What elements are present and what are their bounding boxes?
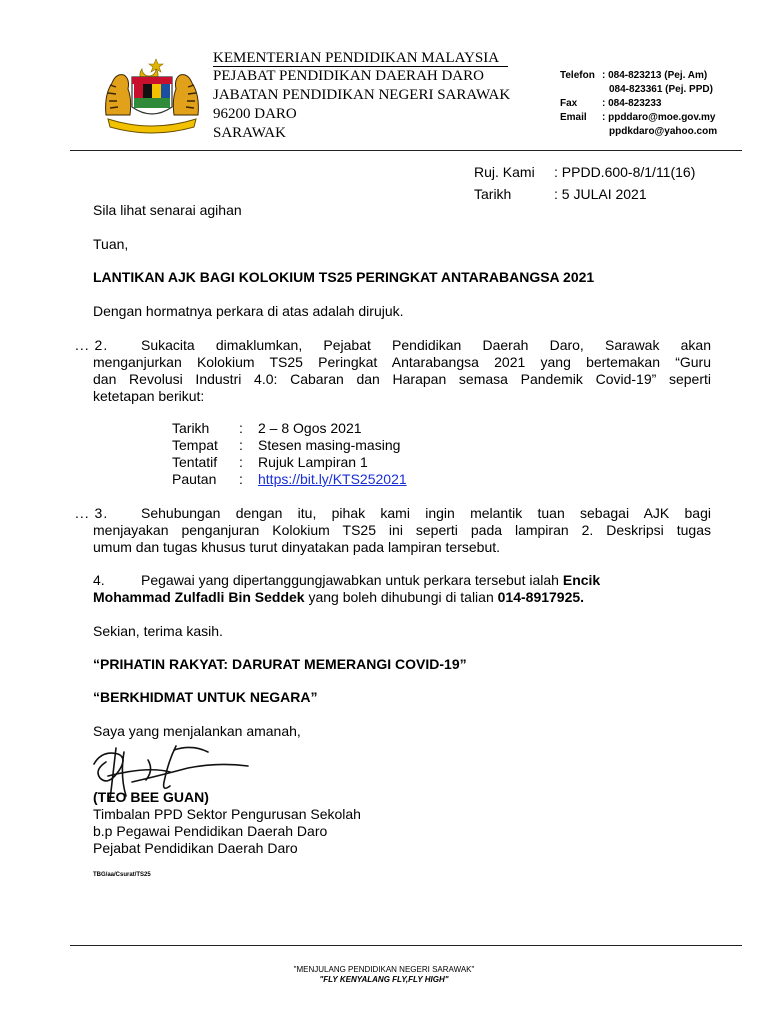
detail-label-tentatif: Tentatif xyxy=(172,454,218,470)
letter-subject: LANTIKAN AJK BAGI KOLOKIUM TS25 PERINGKAT ANTARABANGSA 2021 xyxy=(93,269,595,285)
paragraph-3-line-3: umum dan tugas khusus turut dinyatakan pada lampiran tersebut. xyxy=(93,539,501,555)
recipient: Sila lihat senarai agihan xyxy=(93,202,242,218)
signatory-title-1: Timbalan PPD Sektor Pengurusan Sekolah xyxy=(93,806,361,822)
footer-motto-2: "FLY KENYALANG FLY,FLY HIGH" xyxy=(319,975,449,984)
date-value: : 5 JULAI 2021 xyxy=(554,186,647,202)
date-label: Tarikh xyxy=(474,186,512,202)
paragraph-2-marker: ... 2. xyxy=(75,337,109,353)
salutation: Tuan, xyxy=(93,236,129,252)
paragraph-3-line-1: Sehubungan dengan itu, pihak kami ingin melantik tuan sebagai AJK bagi xyxy=(141,505,711,521)
malaysia-coat-of-arms-logo xyxy=(98,55,206,135)
paragraph-2-line-4: ketetapan berikut: xyxy=(93,388,205,404)
signatory-title-3: Pejabat Pendidikan Daerah Daro xyxy=(93,840,298,856)
email-value-1: : ppddaro@moe.gov.my xyxy=(602,112,716,123)
reference-code: TBG/aa/Csurat/TS25 xyxy=(93,872,151,878)
telefon-value-2: 084-823361 (Pej. PPD) xyxy=(609,84,713,95)
paragraph-3-line-2: menjayakan penganjuran Kolokium TS25 ini seperti pada lampiran 2. Deskripsi tugas xyxy=(93,522,711,538)
paragraph-2-line-3: dan Revolusi Industri 4.0: Cabaran dan Harapan semasa Pandemik Covid-19” seperti xyxy=(93,371,711,387)
detail-value-tentatif: Rujuk Lampiran 1 xyxy=(258,454,368,470)
paragraph-2-line-1: Sukacita dimaklumkan, Pejabat Pendidikan Daerah Daro, Sarawak akan xyxy=(141,337,711,353)
email-label: Email xyxy=(560,112,587,123)
fax-value: : 084-823233 xyxy=(602,98,662,109)
officer-phone: 014-8917925. xyxy=(497,589,585,605)
office-line-4: SARAWAK xyxy=(213,125,286,141)
fax-label: Fax xyxy=(560,98,578,109)
detail-value-tarikh: 2 – 8 Ogos 2021 xyxy=(258,420,362,436)
detail-sep-tempat: : xyxy=(239,437,243,453)
detail-label-tarikh: Tarikh xyxy=(172,420,210,436)
paragraph-2-line-2: menganjurkan Kolokium TS25 Peringkat Antarabangsa 2021 yang bertemakan “Guru xyxy=(93,354,711,370)
officer-name: Mohammad Zulfadli Bin Seddek xyxy=(93,589,305,605)
header-divider xyxy=(70,150,742,151)
trust-line: Saya yang menjalankan amanah, xyxy=(93,723,301,739)
signatory-title-2: b.p Pegawai Pendidikan Daerah Daro xyxy=(93,823,328,839)
detail-label-tempat: Tempat xyxy=(172,437,218,453)
reference-label: Ruj. Kami xyxy=(474,164,535,180)
signatory-name: (TEO BEE GUAN) xyxy=(93,789,209,805)
office-line-2: JABATAN PENDIDIKAN NEGERI SARAWAK xyxy=(213,87,511,103)
paragraph-4-line-1 xyxy=(141,572,711,589)
footer-divider xyxy=(70,945,742,946)
detail-sep-pautan: : xyxy=(239,471,243,487)
paragraph-4-line-2 xyxy=(93,589,584,606)
paragraph-4-marker: 4. xyxy=(93,572,105,588)
motto-2: “BERKHIDMAT UNTUK NEGARA” xyxy=(93,689,318,705)
motto-1: “PRIHATIN RAKYAT: DARURAT MEMERANGI COVID-19” xyxy=(93,656,467,672)
telefon-label: Telefon xyxy=(560,70,595,81)
telefon-value-1: : 084-823213 (Pej. Am) xyxy=(602,70,708,81)
email-value-2: ppdkdaro@yahoo.com xyxy=(609,126,718,137)
detail-sep-tarikh: : xyxy=(239,420,243,436)
paragraph-3-marker: ... 3. xyxy=(75,505,109,521)
closing: Sekian, terima kasih. xyxy=(93,623,223,639)
detail-value-tempat: Stesen masing-masing xyxy=(258,437,401,453)
opening-paragraph: Dengan hormatnya perkara di atas adalah dirujuk. xyxy=(93,303,404,319)
detail-sep-tentatif: : xyxy=(239,454,243,470)
pautan-link[interactable]: https://bit.ly/KTS252021 xyxy=(258,471,407,487)
ministry-title: KEMENTERIAN PENDIDIKAN MALAYSIA xyxy=(213,50,500,66)
reference-value: : PPDD.600-8/1/11(16) xyxy=(554,164,696,180)
detail-label-pautan: Pautan xyxy=(172,471,217,487)
footer-motto-1: "MENJULANG PENDIDIKAN NEGERI SARAWAK" xyxy=(293,965,475,974)
paragraph-4-contact-text: yang boleh dihubungi di talian xyxy=(304,589,498,605)
officer-honorific: Encik xyxy=(562,572,601,588)
office-line-3: 96200 DARO xyxy=(213,106,297,122)
paragraph-4-text: Pegawai yang dipertanggungjawabkan untuk perkara tersebut ialah xyxy=(141,572,563,588)
office-line-1: PEJABAT PENDIDIKAN DAERAH DARO xyxy=(213,68,484,84)
